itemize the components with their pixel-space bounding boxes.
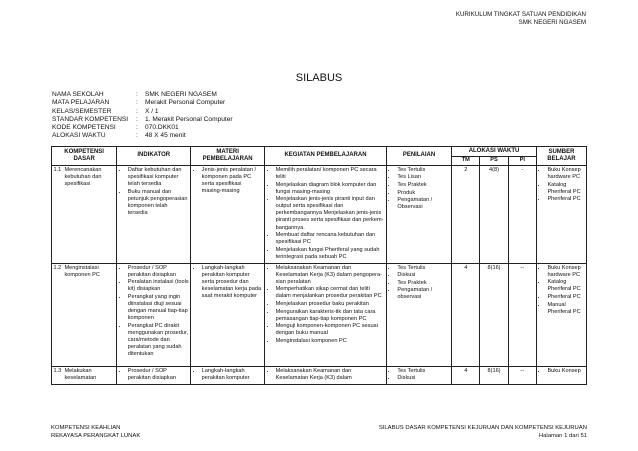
penilaian-cell [386,366,451,384]
page-title: SILABUS [295,72,343,84]
penilaian-item: • Tes Tertulis [397,167,449,174]
table-row [52,366,587,384]
footer-left [51,425,140,440]
tm-cell: 2 [452,165,480,263]
indikator-item: • Perangkat PC dirakit menggunakan prosedur, cara/metode dan peralatan yang sudah ditentukan [128,323,189,358]
kompetensi-dasar-cell [52,263,117,366]
penilaian-item: • Tes Lisan [397,174,449,181]
pi-cell: -- [508,263,536,366]
info-value: Merakit Personal Computer [145,99,226,107]
kd-text: Melakukan keselamatan [64,367,97,381]
info-value: 1. Merakit Personal Computer [145,115,233,123]
indikator-item: • Buku manual dan petunjuk pengoperasian komponen telah tersedia [128,189,189,217]
indikator-cell [117,165,191,263]
kd-number: 1.1 [53,166,62,173]
document-header [456,11,586,27]
indikator-cell [117,263,191,366]
kegiatan-cell [265,263,387,366]
penilaian-item: • Tes Praktek [397,280,449,287]
kd-text: Menginstalasi komponen PC [64,264,100,278]
info-row [52,124,233,132]
header-indikator: INDIKATOR [117,147,191,166]
info-label: KELAS/SEMESTER [52,107,112,115]
penilaian-item: • Diskusi [397,272,449,279]
kegiatan-item: • Memilih peralatan/ komponen PC secara teliti [276,167,385,181]
penilaian-cell [386,165,451,263]
kegiatan-item: • Membuat daftar rencana kebutuhan dan spesifikasi PC [276,232,385,246]
info-row [52,116,233,124]
penilaian-item: • Tes Tertulis [397,368,449,375]
kd-text: Merencanakan kebutuhan dan spesifikasi [64,166,102,187]
header-sumber-belajar: SUMBER BELAJAR [536,147,586,166]
penilaian-cell [386,263,451,366]
indikator-item: • Prosedur / SOP perakitan disiapkan [128,265,189,279]
kegiatan-item: • Melaksanakan Keamanan dan Keselamatan Kerja (K3) dalam pengopera-sian peralatan [276,265,385,286]
kd-number: 1.2 [53,264,62,271]
info-sep: : [136,91,138,98]
sumber-cell [536,366,586,384]
header-curriculum: KURIKULUM TINGKAT SATUAN PENDIDIKAN [455,11,586,18]
indikator-item: • Perangkat yang ingin diinstalasi diuji sesuai dengan manual tiap-tiap komponen [128,294,189,322]
materi-cell [191,263,265,366]
kegiatan-item: • Menjelaskan jenis-jenis piranti input dan output serta spesifikasi dan perkembangannya Menjelaskan jenis-jenis piranti proses serta spesifikasi dan perkem-bangannya. [276,196,385,231]
tm-cell: 4 [452,263,480,366]
info-label: STANDAR KOMPETENSI [52,115,129,123]
info-row [52,108,233,116]
table-row [52,263,587,366]
info-sep: : [136,132,138,140]
indikator-cell [117,366,191,384]
sumber-item: • Katalog Pheriferal PC [547,279,584,293]
materi-cell [191,366,265,384]
kegiatan-item: • Menguraikan karakteris-tik dan tata cara pemasangan tiap-tiap komponen PC [276,309,385,323]
info-row [52,91,233,99]
penilaian-item: • Diskusi [397,375,449,382]
footer-document-title: SILABUS DASAR KOMPETENSI KEJURUAN DAN KOMPETENSI KEJURUAN [378,425,587,431]
kegiatan-cell [265,165,387,263]
kegiatan-item: • Menjelaskan fungsi Pheriferal yang sudah terintegrasi pada sebuah PC [276,247,385,261]
ps-cell: 8(16) [480,263,508,366]
header-ps: PS [480,157,508,165]
header-pi: PI [508,157,536,165]
header-tm: TM [452,157,480,165]
sumber-item: • Pheriferal PC [547,196,584,203]
info-value: 48 X 45 menit [145,132,186,140]
header-school: SMK NEGERI NGASEM [518,19,586,26]
penilaian-item: • Pengamatan / Observasi [397,197,449,211]
syllabus-table [51,146,587,385]
header-kegiatan: KEGIATAN PEMBELAJARAN [265,147,387,166]
info-sep: : [136,115,138,123]
ps-cell: 8(16) [480,366,508,384]
kd-number: 1.3 [53,367,62,374]
tm-cell: 4 [452,366,480,384]
info-sep: : [136,99,138,107]
materi-cell [191,165,265,263]
page-number: Halaman 1 dari 51 [538,432,587,439]
info-label: ALOKASI WAKTU [52,132,106,140]
ps-cell: 4(8) [480,165,508,263]
materi-item: • Langkah-langkah perakitan komputer serta prosedur dan keselamatan kerja pada saat merakit komputer [202,265,263,300]
penilaian-item: • Produk [397,190,449,197]
sumber-item: • Manual Pheriferal PC [547,302,584,316]
materi-item: • Jenis-jenis peralatan / komponen pada PC serta spesifikasi masing-masing [202,167,263,195]
info-value: X / 1 [145,107,159,115]
header-penilaian: PENILAIAN [386,147,451,166]
sumber-cell [536,263,586,366]
info-label: KODE KOMPETENSI [52,124,116,132]
kompetensi-dasar-cell [52,165,117,263]
syllabus-info [52,91,233,141]
sumber-item: • Katalog Pheriferal PC [547,182,584,196]
footer-program: REKAYASA PERANGKAT LUNAK [51,432,141,439]
kegiatan-item: • Melaksanakan Keamanan dan Keselamatan Kerja (K3) dalam [276,368,385,382]
pi-cell: - [508,165,536,263]
pi-cell: -- [508,366,536,384]
header-materi: MATERI PEMBELAJARAN [191,147,265,166]
header-alokasi-waktu: ALOKASI WAKTU [452,147,537,157]
table-row [52,165,587,263]
materi-item: • Langkah-langkah perakitan komputer [202,368,263,382]
info-row [52,99,233,107]
kegiatan-item: • Memperhatikan sikap cermat dan teliti dalam menjalankan prosedur perakitan PC [276,286,385,300]
footer-right [379,425,587,440]
kegiatan-item: • Menjelaskan prosedur baku perakitan [276,301,385,308]
kompetensi-dasar-cell [52,366,117,384]
sumber-cell [536,165,586,263]
penilaian-item: • Tes Praktek [397,182,449,189]
indikator-item: • Daftar kebutuhan dan spesifikasi komputer telah tersedia [128,167,189,188]
kegiatan-cell [265,366,387,384]
sumber-item: • Buku Konsep hardware PC [547,265,584,279]
info-label: MATA PELAJARAN [52,99,110,107]
sumber-item: • Pheriferal PC [547,294,584,301]
info-value: SMK NEGERI NGASEM [145,91,217,98]
info-label: NAMA SEKOLAH [52,91,104,98]
penilaian-item: • Tes Tertulis [397,265,449,272]
kegiatan-item: • Menjelaskan diagram blok komputer dan fungsi masing-masing [276,182,385,196]
info-row [52,132,233,140]
header-kompetensi-dasar: KOMPETENSI DASAR [52,147,117,166]
info-sep: : [136,107,138,115]
kegiatan-item: • Menguji komponen-komponen PC sesuai dengan buku manual [276,323,385,337]
kegiatan-item: • Menginstalasi komponen PC [276,338,385,345]
info-sep: : [136,124,138,132]
footer-kompetensi: KOMPETENSI KEAHLIAN [51,425,121,431]
sumber-item: • Buku Konsep [547,368,584,375]
info-value: 070.DKK01 [145,124,179,132]
indikator-item: • Prosedur / SOP perakitan disiapkan [128,368,189,382]
penilaian-item: • Pengamatan / observasi [397,287,449,301]
indikator-item: • Peralatan instalasi (tools kit) disiapkan [128,279,189,293]
sumber-item: • Buku Konsep hardware PC [547,167,584,181]
